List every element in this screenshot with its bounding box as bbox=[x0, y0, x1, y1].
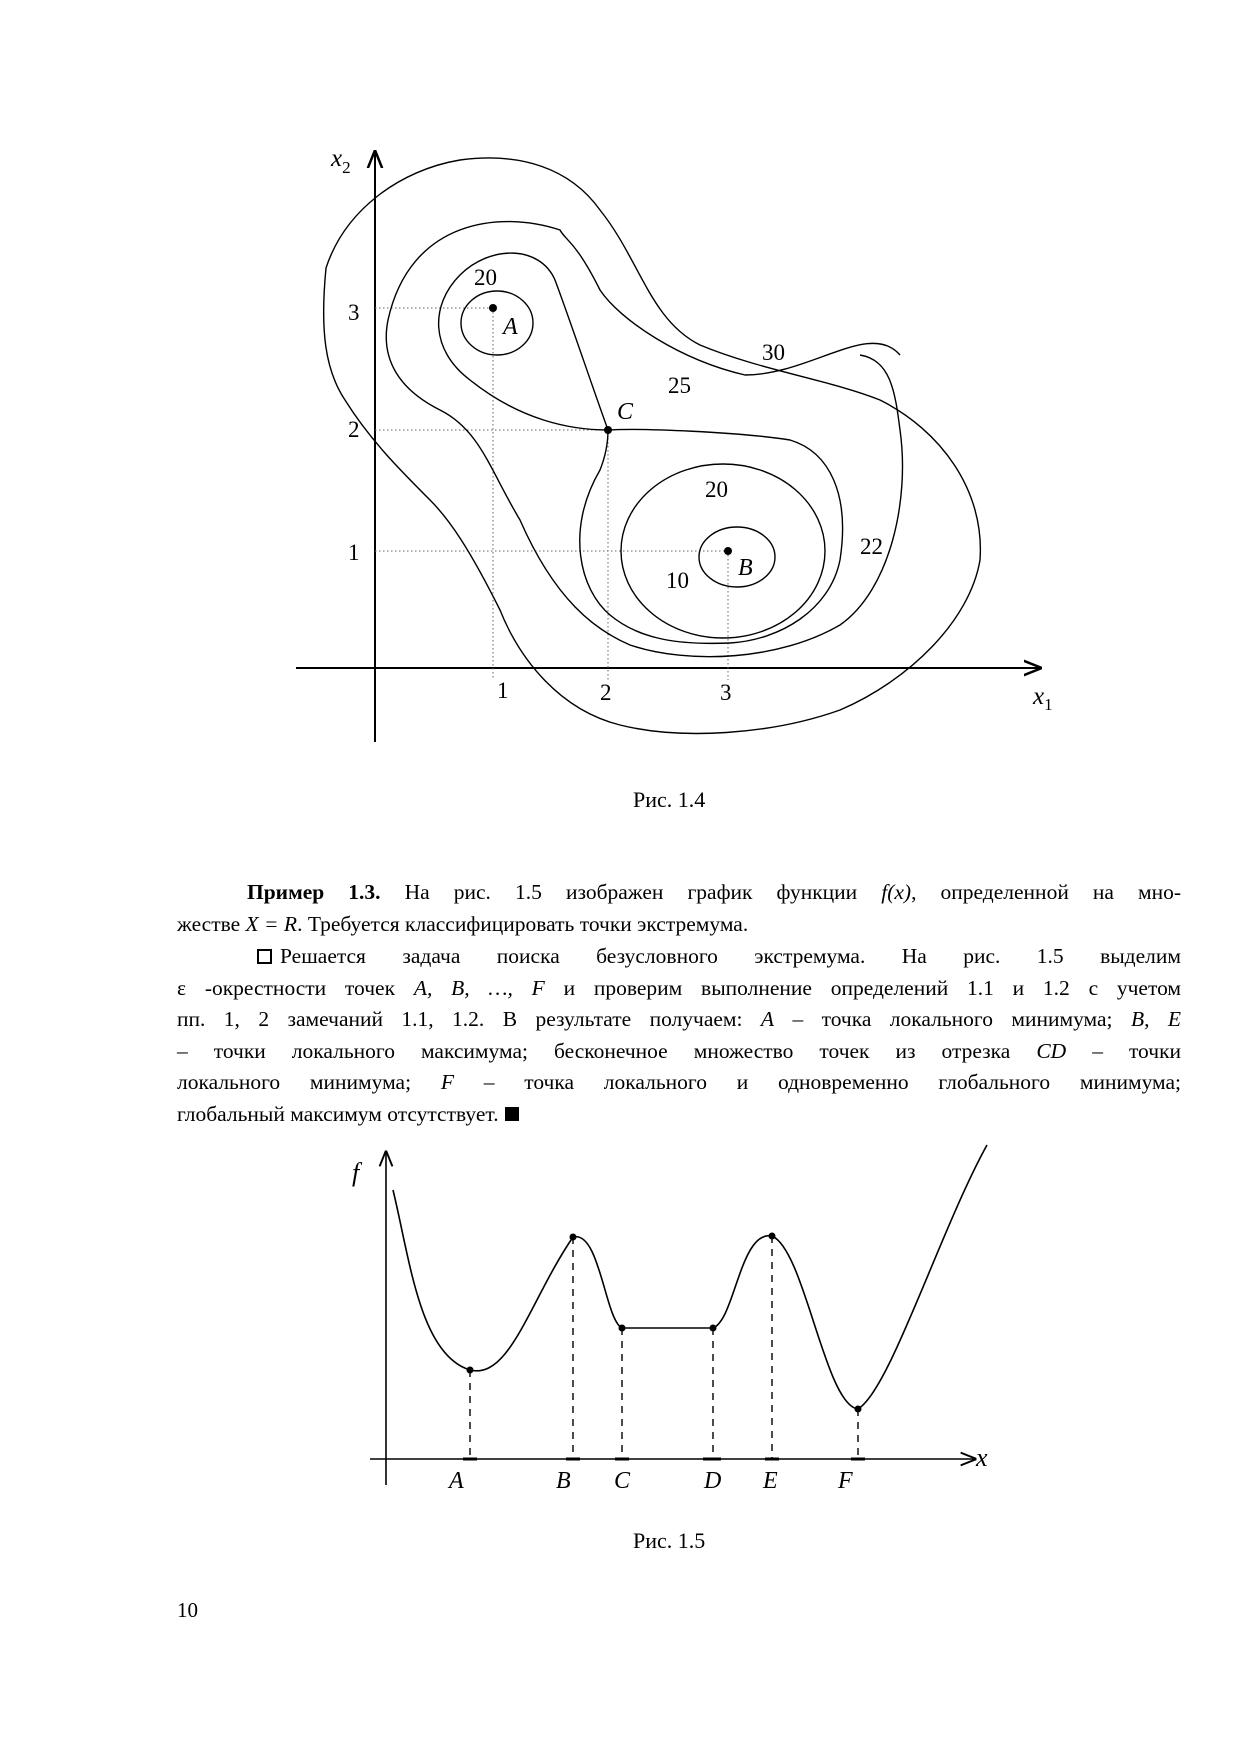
guide-lines bbox=[375, 308, 728, 680]
contour-B-inner bbox=[699, 527, 775, 587]
label-F: F bbox=[838, 1468, 853, 1494]
axis-x2-label: $x_2$ bbox=[331, 145, 351, 177]
figure-1-4-contour-plot bbox=[0, 0, 1241, 760]
point-C-dot bbox=[604, 426, 612, 434]
label-D: D bbox=[704, 1468, 722, 1494]
figure-1-4-caption: Рис. 1.4 bbox=[633, 787, 706, 812]
contour-label-10: 10 bbox=[666, 568, 689, 593]
solution-start-box bbox=[257, 949, 272, 964]
solution-paragraph bbox=[177, 941, 1181, 1130]
contour-label-20-B: 20 bbox=[705, 477, 728, 502]
contour-30 bbox=[324, 158, 981, 733]
solution-line-4: – точки локального максимума; бесконечное множество точек из отрезка CD – точки bbox=[177, 1038, 1182, 1063]
contour-label-20-top: 20 bbox=[474, 265, 497, 290]
dashed-guides bbox=[470, 1236, 858, 1459]
contour-lines bbox=[324, 158, 981, 733]
page-number: 10 bbox=[177, 1598, 198, 1622]
example-line-1: Пример 1.3. На рис. 1.5 изображен график функции f(x), определенной на мно- bbox=[247, 880, 1182, 904]
example-line-2: жестве X = R. Требуется классифицировать точки экстремума. bbox=[177, 911, 749, 936]
solution-line-3: пп. 1, 2 замечаний 1.1, 1.2. В результате получаем: A – точка локального минимума; B, E bbox=[177, 1007, 1181, 1031]
contour-label-30: 30 bbox=[762, 340, 785, 365]
example-title: Пример 1.3. bbox=[247, 880, 381, 904]
example-paragraph bbox=[177, 877, 1181, 940]
solution-line-5: локального минимума; F – точка локального и одновременно глобального минимума; bbox=[177, 1070, 1182, 1094]
y-tick-1: 1 bbox=[348, 540, 360, 565]
label-B: B bbox=[556, 1468, 571, 1494]
qed-square bbox=[505, 1107, 519, 1121]
function-curve bbox=[393, 1145, 987, 1409]
y-tick-2: 2 bbox=[348, 417, 360, 442]
point-B-label: B bbox=[738, 555, 753, 581]
label-A: A bbox=[449, 1468, 464, 1494]
set-expression: X = R bbox=[245, 911, 298, 936]
solution-line-2: ε -окрестности точек A, B, …, F и проверим выполнение определений 1.1 и 1.2 с учетом bbox=[177, 975, 1182, 1000]
label-E: E bbox=[763, 1468, 778, 1494]
point-A-dot bbox=[489, 304, 497, 312]
solution-line-6: глобальный максимум отсутствует. bbox=[177, 1099, 1181, 1131]
contour-label-22: 22 bbox=[860, 534, 883, 559]
figure-1-5-function-graph bbox=[0, 1140, 1241, 1520]
point-A-label: A bbox=[503, 314, 518, 340]
x-tick-3: 3 bbox=[720, 680, 732, 705]
solution-line-1: Решается задача поиска безусловного экстремума. На рис. 1.5 выделим bbox=[177, 941, 1181, 973]
contour-figure-eight-upper bbox=[439, 253, 843, 643]
point-C-label: C bbox=[617, 399, 634, 425]
x-tick-1: 1 bbox=[497, 678, 509, 703]
contour-A-inner bbox=[461, 291, 533, 355]
contour-label-25: 25 bbox=[668, 373, 691, 398]
y-tick-3: 3 bbox=[348, 300, 360, 325]
axis-x1-label: $x_1$ bbox=[1033, 683, 1053, 714]
x-tick-2: 2 bbox=[600, 680, 612, 705]
x-axis-label: x bbox=[976, 1443, 988, 1472]
contour-25 bbox=[386, 222, 902, 657]
point-B-dot bbox=[724, 547, 732, 555]
label-C: C bbox=[614, 1468, 631, 1494]
figure-1-5-caption: Рис. 1.5 bbox=[633, 1528, 706, 1553]
f-axis-label: f bbox=[352, 1158, 360, 1187]
function-fx: f(x) bbox=[881, 880, 912, 904]
